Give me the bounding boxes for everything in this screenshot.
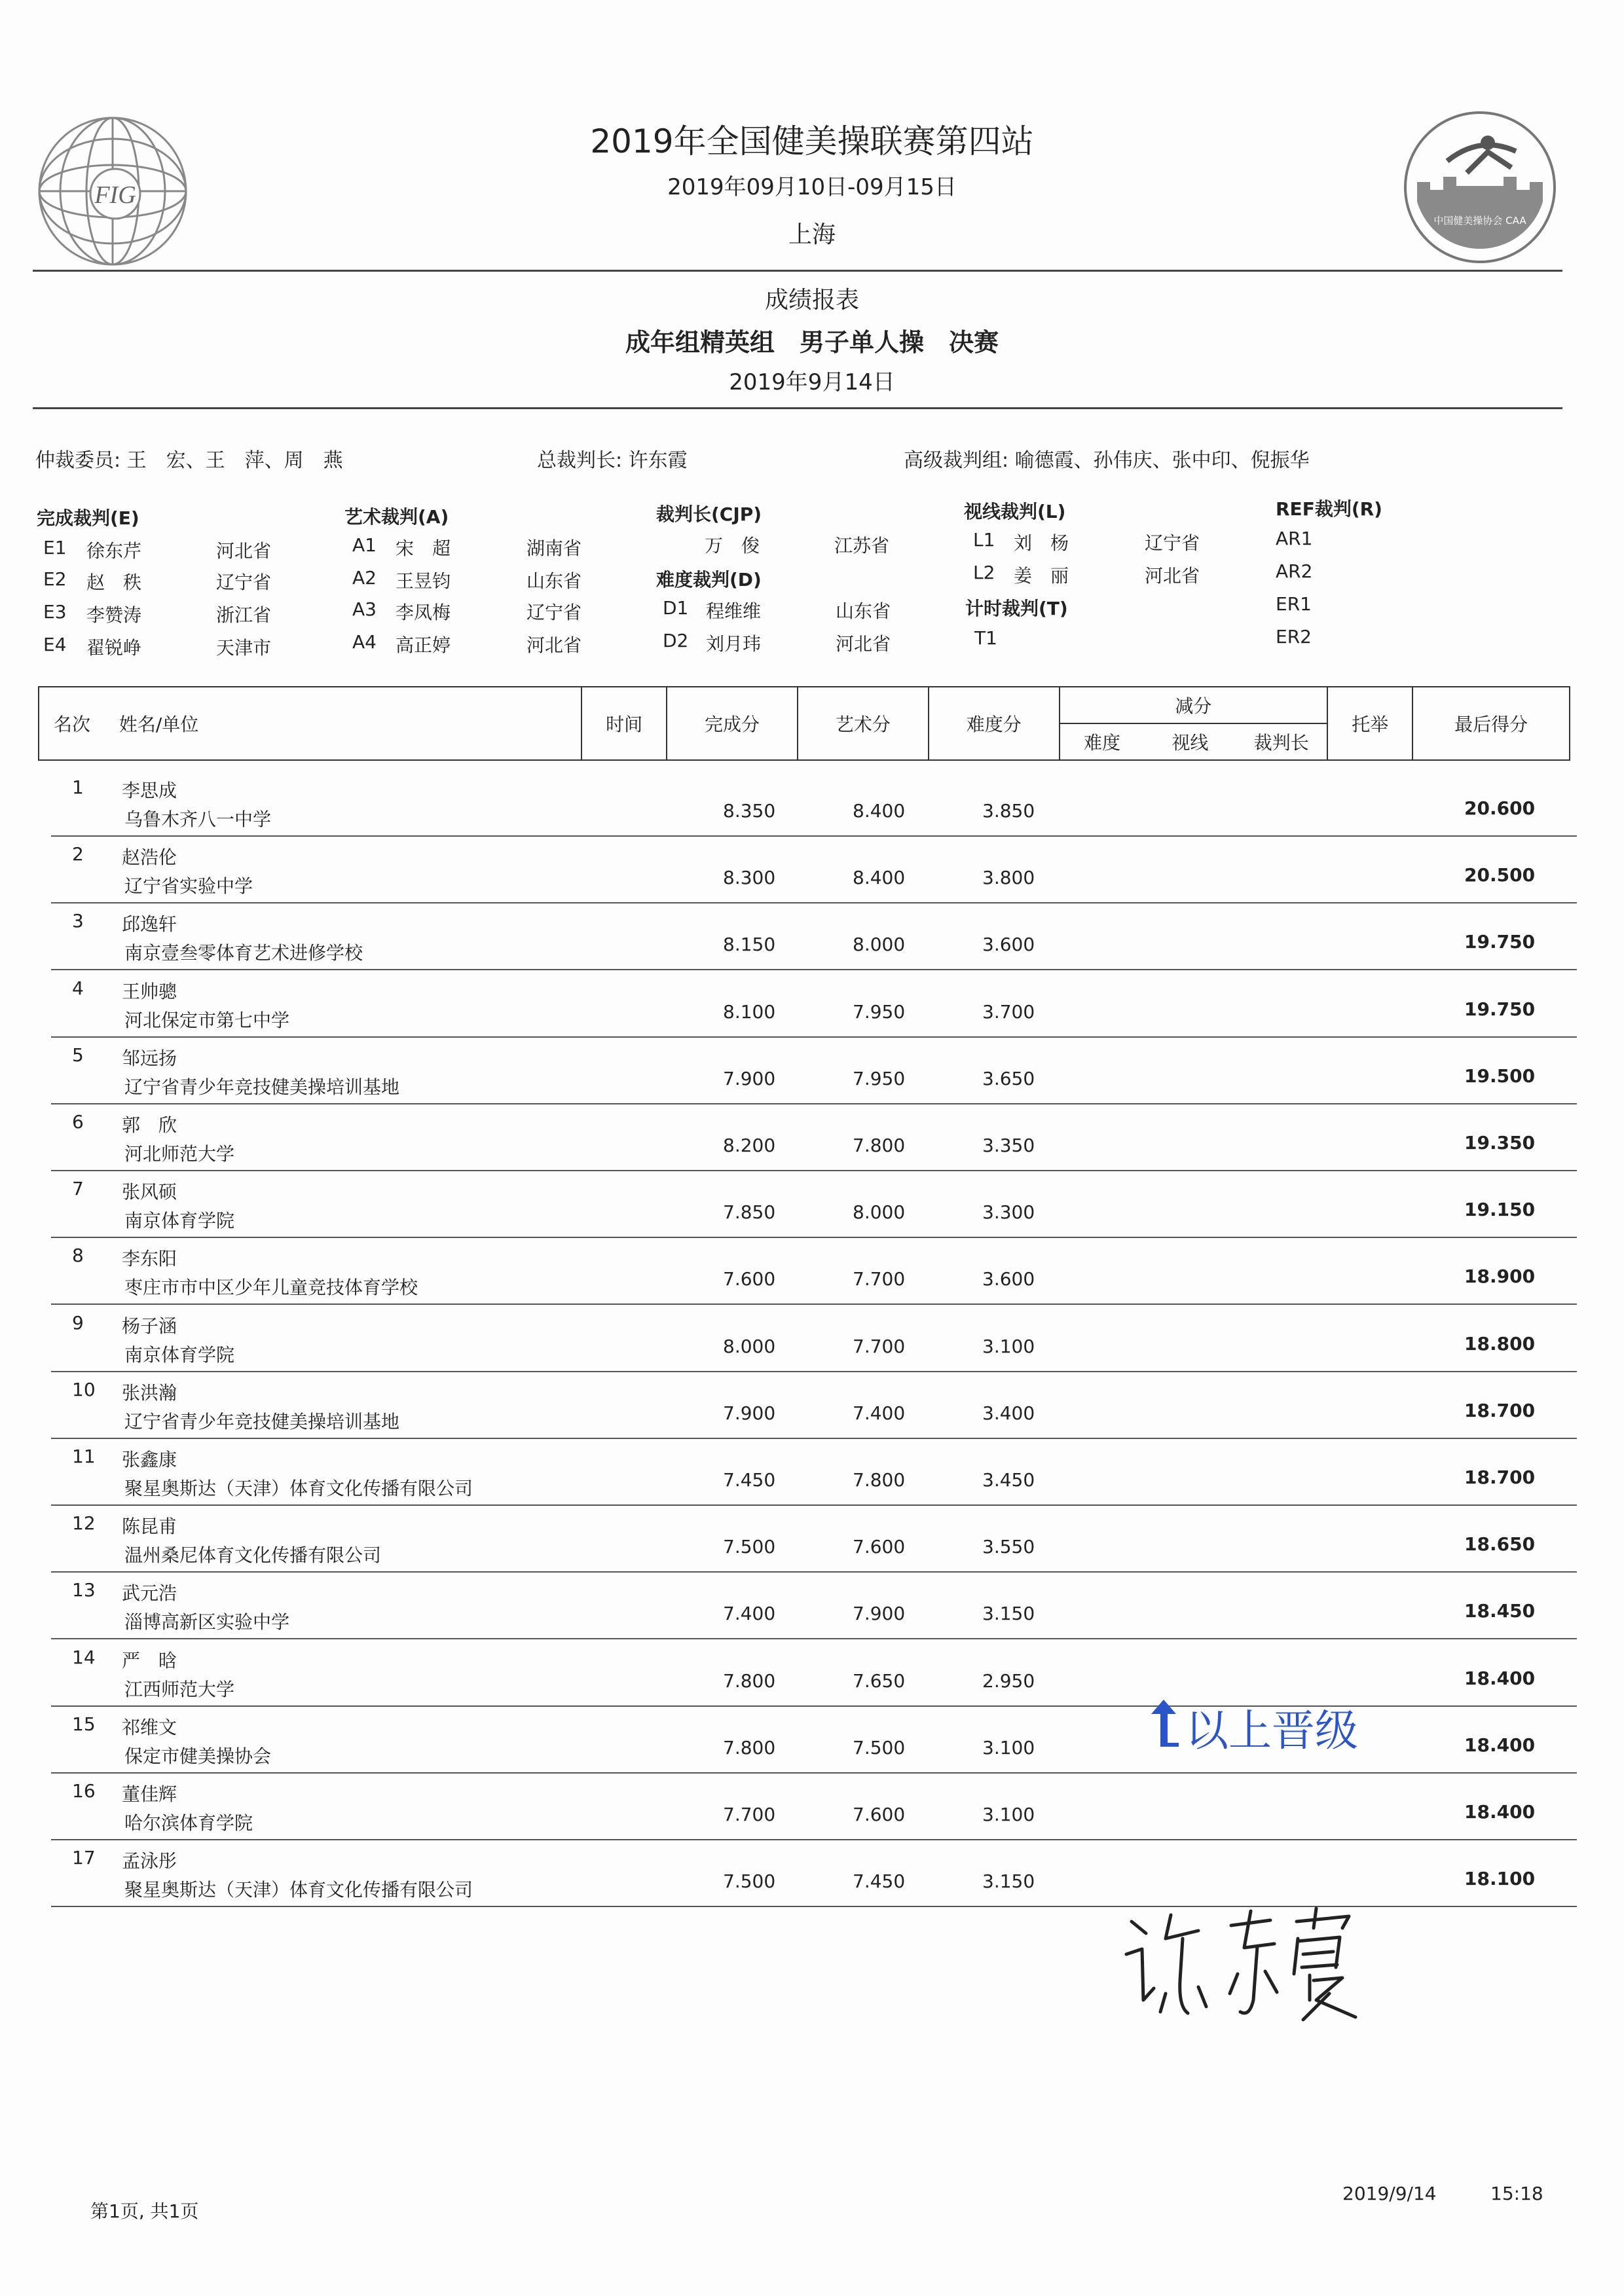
col-deductions: 减分	[1060, 687, 1328, 723]
execution-score: 7.500	[723, 1536, 776, 1558]
diff-judge-code: D2	[663, 630, 689, 651]
col-execution: 完成分	[667, 687, 798, 760]
execution-score: 7.500	[723, 1870, 776, 1892]
row-rank: 2	[72, 843, 84, 865]
execution-score: 8.300	[723, 867, 776, 888]
chief-judge	[537, 444, 688, 473]
art-judge-code: A2	[352, 567, 377, 589]
athlete-unit: 哈尔滨体育学院	[124, 1812, 253, 1834]
competition-dates: 2019年09月10日-09月15日	[667, 174, 957, 200]
final-score: 20.500	[1464, 864, 1536, 886]
competition-location: 上海	[788, 221, 836, 248]
execution-judges-heading: 完成裁判(E)	[37, 507, 139, 529]
line-judge-province: 辽宁省	[1145, 532, 1200, 554]
artistic-score: 7.400	[853, 1402, 906, 1424]
row-divider	[51, 1036, 1577, 1038]
difficulty-score: 3.100	[982, 1804, 1035, 1825]
row-rank: 9	[72, 1312, 84, 1334]
difficulty-score: 3.650	[982, 1068, 1035, 1089]
final-score: 18.900	[1464, 1266, 1536, 1287]
final-score: 18.100	[1464, 1868, 1536, 1889]
row-rank: 5	[72, 1044, 84, 1066]
line-judges-heading: 视线裁判(L)	[964, 501, 1066, 522]
ref-judge-code: ER2	[1276, 626, 1312, 647]
line-judge-code: L1	[973, 529, 995, 551]
difficulty-score: 3.150	[982, 1870, 1035, 1892]
athlete-name: 张风硕	[122, 1181, 177, 1203]
ref-judge-code: AR2	[1276, 560, 1313, 582]
cjp-heading: 裁判长(CJP)	[656, 503, 762, 525]
chief-label: 总裁判长:	[537, 449, 623, 472]
athlete-name: 祁维文	[122, 1717, 177, 1738]
row-rank: 12	[72, 1512, 96, 1534]
artistic-score: 7.700	[853, 1268, 906, 1290]
difficulty-score: 3.450	[982, 1469, 1035, 1491]
execution-score: 7.450	[723, 1469, 776, 1491]
jury-committee	[35, 444, 343, 473]
artistic-score: 8.000	[853, 1201, 906, 1223]
svg-text:FIG: FIG	[94, 181, 136, 209]
artistic-score: 7.500	[853, 1737, 906, 1758]
difficulty-score: 3.600	[982, 934, 1035, 955]
artistic-score: 8.400	[853, 800, 906, 822]
row-divider	[51, 1638, 1577, 1639]
ref-judge-code: ER1	[1276, 593, 1312, 615]
cjp-name: 万 俊	[705, 535, 760, 556]
page-number: 第1页, 共1页	[90, 2200, 199, 2222]
final-score: 18.400	[1464, 1801, 1536, 1823]
artistic-score: 8.400	[853, 867, 906, 888]
up-arrow-icon	[1147, 1697, 1180, 1748]
athlete-name: 孟泳彤	[122, 1850, 177, 1872]
row-rank: 14	[72, 1647, 96, 1668]
athlete-name: 李思成	[122, 780, 177, 801]
exec-judge-province: 河北省	[216, 540, 272, 562]
difficulty-score: 3.400	[982, 1402, 1035, 1424]
difficulty-score: 3.700	[982, 1001, 1035, 1023]
final-score: 19.500	[1464, 1065, 1536, 1087]
col-lift: 托举	[1327, 687, 1412, 760]
row-rank: 11	[72, 1446, 96, 1467]
athlete-name: 严 晗	[122, 1650, 177, 1671]
col-ded-difficulty: 难度	[1060, 723, 1145, 760]
execution-score: 7.900	[723, 1068, 776, 1089]
art-judge-code: A1	[352, 534, 377, 556]
athlete-unit: 枣庄市市中区少年儿童竞技体育学校	[124, 1277, 418, 1298]
difficulty-score: 3.600	[982, 1268, 1035, 1290]
col-ded-cjp: 裁判长	[1236, 723, 1327, 760]
report-category: 成年组精英组 男子单人操 决赛	[625, 328, 999, 357]
row-rank: 13	[72, 1579, 96, 1601]
athlete-name: 陈昆甫	[122, 1516, 177, 1537]
jury-names: 王 宏、王 萍、周 燕	[126, 449, 343, 472]
line-judge-province: 河北省	[1145, 565, 1200, 587]
art-judge-province: 湖南省	[526, 538, 582, 559]
difficulty-score: 3.850	[982, 800, 1035, 822]
athlete-unit: 南京体育学院	[124, 1210, 235, 1231]
execution-score: 7.400	[723, 1603, 776, 1624]
artistic-score: 7.950	[853, 1001, 906, 1023]
athlete-name: 郭 欣	[122, 1114, 177, 1136]
timing-judge-code: T1	[974, 627, 997, 649]
execution-score: 8.350	[723, 800, 776, 822]
athlete-unit: 辽宁省青少年竞技健美操培训基地	[124, 1411, 400, 1432]
execution-score: 8.200	[723, 1135, 776, 1156]
exec-judge-code: E3	[43, 601, 67, 623]
difficulty-score: 3.550	[982, 1536, 1035, 1558]
athlete-name: 杨子涵	[122, 1315, 177, 1337]
difficulty-score: 3.150	[982, 1603, 1035, 1624]
row-divider	[51, 1103, 1577, 1104]
col-rank: 名次	[54, 714, 91, 735]
final-score: 18.800	[1464, 1333, 1536, 1355]
line-judge-code: L2	[973, 562, 995, 583]
final-score: 18.700	[1464, 1467, 1536, 1488]
athlete-name: 赵浩伦	[122, 847, 177, 868]
superior-jury	[904, 444, 1310, 473]
final-score: 19.350	[1464, 1132, 1536, 1154]
row-divider	[51, 1571, 1577, 1573]
athlete-unit: 辽宁省青少年竞技健美操培训基地	[124, 1076, 400, 1098]
col-final: 最后得分	[1412, 687, 1570, 760]
athlete-unit: 聚星奥斯达（天津）体育文化传播有限公司	[124, 1879, 473, 1901]
row-rank: 16	[72, 1780, 96, 1802]
execution-score: 8.150	[723, 934, 776, 955]
difficulty-score: 3.350	[982, 1135, 1035, 1156]
row-divider	[51, 835, 1577, 837]
athlete-unit: 保定市健美操协会	[124, 1745, 272, 1767]
artistic-score: 7.700	[853, 1336, 906, 1357]
exec-judge-code: E2	[43, 568, 67, 590]
col-rank-name	[39, 687, 581, 760]
art-judge-name: 宋 超	[396, 538, 451, 559]
art-judge-province: 河北省	[526, 634, 582, 656]
final-score: 20.600	[1464, 797, 1536, 819]
results-table-header	[38, 686, 1570, 761]
row-divider	[51, 1504, 1577, 1506]
execution-score: 7.600	[723, 1268, 776, 1290]
execution-score: 7.900	[723, 1402, 776, 1424]
difficulty-score: 2.950	[982, 1670, 1035, 1692]
row-rank: 3	[72, 910, 84, 932]
artistic-score: 7.600	[853, 1536, 906, 1558]
execution-score: 8.100	[723, 1001, 776, 1023]
art-judge-province: 山东省	[526, 570, 582, 592]
row-divider	[51, 902, 1577, 903]
report-title: 成绩报表	[764, 287, 859, 314]
superior-names: 喻德霞、孙伟庆、张中印、倪振华	[1014, 449, 1310, 472]
diff-judge-name: 程维维	[706, 600, 762, 622]
athlete-name: 王帅骢	[122, 981, 177, 1002]
execution-score: 7.800	[723, 1737, 776, 1758]
row-divider	[51, 1170, 1577, 1171]
row-divider	[51, 1839, 1577, 1840]
athlete-unit: 辽宁省实验中学	[124, 875, 253, 897]
header-divider	[33, 270, 1562, 272]
athlete-unit: 南京体育学院	[124, 1344, 235, 1366]
row-divider	[51, 1438, 1577, 1439]
athlete-unit: 聚星奥斯达（天津）体育文化传播有限公司	[124, 1478, 473, 1499]
final-score: 18.700	[1464, 1400, 1536, 1421]
line-judge-name: 刘 杨	[1014, 532, 1069, 554]
athlete-name: 邹远扬	[122, 1048, 177, 1069]
difficulty-score: 3.100	[982, 1336, 1035, 1357]
col-difficulty: 难度分	[929, 687, 1060, 760]
row-divider	[51, 1303, 1577, 1305]
final-score: 19.750	[1464, 998, 1536, 1020]
athlete-name: 邱逸轩	[122, 913, 177, 935]
row-divider	[51, 1237, 1577, 1238]
svg-text:中国健美操协会 CAA: 中国健美操协会 CAA	[1433, 215, 1526, 227]
execution-score: 7.700	[723, 1804, 776, 1825]
artistic-judges-heading: 艺术裁判(A)	[344, 506, 449, 528]
signature	[1120, 1902, 1382, 2033]
final-score: 18.650	[1464, 1533, 1536, 1555]
exec-judge-province: 辽宁省	[216, 572, 272, 593]
row-rank: 6	[72, 1111, 84, 1133]
diff-judge-code: D1	[663, 597, 689, 619]
artistic-score: 7.900	[853, 1603, 906, 1624]
exec-judge-province: 浙江省	[216, 604, 272, 626]
execution-score: 7.850	[723, 1201, 776, 1223]
exec-judge-code: E1	[43, 537, 67, 558]
timing-judge-heading: 计时裁判(T)	[965, 598, 1068, 619]
artistic-score: 7.600	[853, 1804, 906, 1825]
artistic-score: 7.950	[853, 1068, 906, 1089]
row-rank: 17	[72, 1847, 96, 1868]
diff-judge-province: 山东省	[836, 600, 891, 622]
exec-judge-name: 徐东芹	[86, 540, 142, 562]
final-score: 18.400	[1464, 1734, 1536, 1756]
exec-judge-name: 翟锐峥	[86, 637, 142, 659]
art-judge-province: 辽宁省	[526, 602, 582, 623]
exec-judge-name: 李赞涛	[86, 604, 142, 626]
row-rank: 1	[72, 776, 84, 798]
promotion-note: 以上晋级	[1185, 1705, 1358, 1756]
athlete-name: 张洪瀚	[122, 1382, 177, 1404]
athlete-name: 董佳辉	[122, 1783, 177, 1805]
report-date: 2019年9月14日	[729, 369, 895, 395]
athlete-unit: 河北保定市第七中学	[124, 1010, 290, 1031]
row-rank: 7	[72, 1178, 84, 1199]
exec-judge-name: 赵 秩	[86, 572, 142, 593]
athlete-name: 武元浩	[122, 1582, 177, 1604]
row-divider	[51, 969, 1577, 970]
athlete-unit: 淄博高新区实验中学	[124, 1611, 290, 1633]
row-rank: 10	[72, 1379, 96, 1400]
cjp-province: 江苏省	[834, 535, 890, 556]
athlete-unit: 河北师范大学	[124, 1143, 235, 1165]
diff-judge-name: 刘月玮	[706, 633, 762, 655]
competition-title: 2019年全国健美操联赛第四站	[590, 122, 1034, 160]
print-time: 15:18	[1490, 2183, 1543, 2204]
col-time: 时间	[581, 687, 667, 760]
superior-label: 高级裁判组:	[904, 449, 1009, 472]
col-artistic: 艺术分	[798, 687, 929, 760]
exec-judge-code: E4	[43, 634, 67, 655]
subheader-divider	[33, 407, 1562, 409]
difficulty-judges-heading: 难度裁判(D)	[656, 569, 762, 591]
chief-name: 许东霞	[628, 449, 688, 472]
art-judge-name: 高正婷	[396, 634, 451, 656]
row-rank: 15	[72, 1713, 96, 1735]
ref-judge-code: AR1	[1276, 528, 1313, 549]
print-date: 2019/9/14	[1342, 2183, 1437, 2204]
athlete-unit: 乌鲁木齐八一中学	[124, 809, 272, 830]
final-score: 18.450	[1464, 1600, 1536, 1622]
athlete-name: 张鑫康	[122, 1449, 177, 1470]
artistic-score: 7.450	[853, 1870, 906, 1892]
art-judge-name: 李凤梅	[396, 602, 451, 623]
col-name: 姓名/单位	[119, 714, 199, 735]
final-score: 18.400	[1464, 1667, 1536, 1689]
art-judge-code: A3	[352, 598, 377, 620]
athlete-unit: 温州桑尼体育文化传播有限公司	[124, 1544, 382, 1566]
row-divider	[51, 1772, 1577, 1774]
athlete-unit: 南京壹叁零体育艺术进修学校	[124, 942, 363, 964]
diff-judge-province: 河北省	[836, 633, 891, 655]
difficulty-score: 3.100	[982, 1737, 1035, 1758]
row-rank: 4	[72, 977, 84, 999]
line-judge-name: 姜 丽	[1014, 565, 1069, 587]
execution-score: 7.800	[723, 1670, 776, 1692]
final-score: 19.750	[1464, 931, 1536, 953]
row-rank: 8	[72, 1245, 84, 1266]
row-divider	[51, 1371, 1577, 1372]
difficulty-score: 3.800	[982, 867, 1035, 888]
athlete-name: 李东阳	[122, 1248, 177, 1269]
execution-score: 8.000	[723, 1336, 776, 1357]
artistic-score: 8.000	[853, 934, 906, 955]
ref-judges-heading: REF裁判(R)	[1276, 498, 1382, 520]
art-judge-name: 王昱钧	[396, 570, 451, 592]
art-judge-code: A4	[352, 631, 377, 653]
exec-judge-province: 天津市	[216, 637, 272, 659]
col-ded-line: 视线	[1145, 723, 1236, 760]
artistic-score: 7.800	[853, 1469, 906, 1491]
difficulty-score: 3.300	[982, 1201, 1035, 1223]
final-score: 19.150	[1464, 1199, 1536, 1220]
artistic-score: 7.800	[853, 1135, 906, 1156]
artistic-score: 7.650	[853, 1670, 906, 1692]
jury-label: 仲裁委员:	[35, 449, 121, 472]
athlete-unit: 江西师范大学	[124, 1679, 235, 1700]
